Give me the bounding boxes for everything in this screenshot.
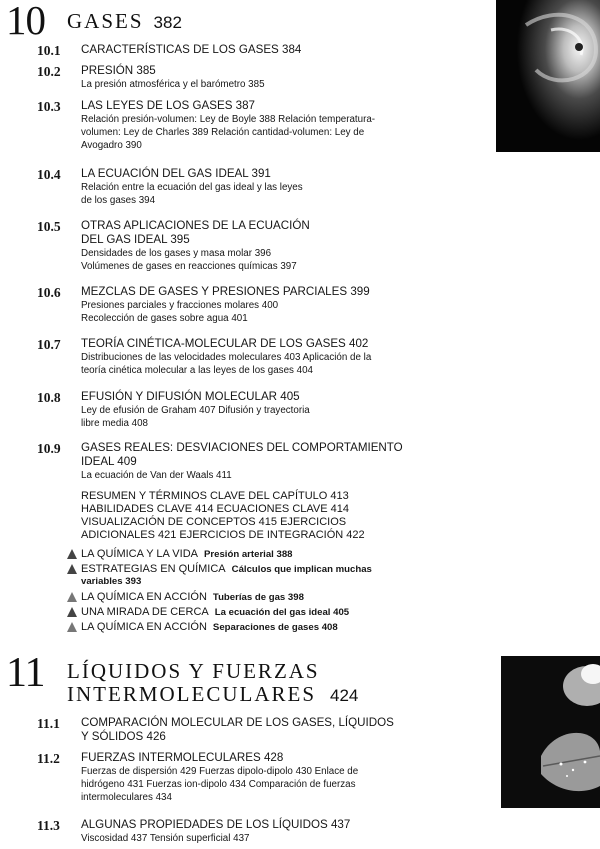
subsection-line: Avogadro 390: [81, 140, 142, 151]
subsection-line: Volúmenes de gases en reacciones químicas 397: [81, 261, 297, 272]
end-matter-line[interactable]: HABILIDADES CLAVE 414 ECUACIONES CLAVE 414: [81, 503, 349, 515]
feature-box-desc: La ecuación del gas ideal 405: [214, 607, 350, 618]
subsection-line: Viscosidad 437 Tensión superficial 437: [81, 833, 250, 844]
feature-box-item[interactable]: [81, 548, 293, 562]
subsection-line: volumen: Ley de Charles 389 Relación cantidad-volumen: Ley de: [81, 127, 365, 138]
subsection-line: Relación entre la ecuación del gas ideal y las leyes: [81, 182, 303, 193]
feature-box-item[interactable]: [81, 621, 338, 635]
feature-box-desc: Presión arterial 388: [203, 549, 293, 560]
feature-box-desc: Cálculos que implican muchas: [231, 564, 372, 575]
section-title-cont: DEL GAS IDEAL 395: [81, 233, 190, 246]
hurricane-photo: [496, 0, 600, 152]
section-number: 11.3: [37, 818, 60, 833]
chapter-title-line2: [67, 683, 358, 707]
feature-box-item[interactable]: [81, 563, 372, 577]
triangle-bullet-icon: [67, 622, 77, 632]
triangle-bullet-icon: [67, 564, 77, 574]
feature-box-item[interactable]: [81, 591, 304, 605]
chapter-title-text: INTERMOLECULARES: [67, 682, 316, 706]
triangle-bullet-icon: [67, 549, 77, 559]
section-number: 10.5: [37, 219, 61, 234]
section-title: GASES REALES: DESVIACIONES DEL COMPORTAMIENTO: [81, 441, 403, 454]
subsection-line: Relación presión-volumen: Ley de Boyle 388 Relación temperatura-: [81, 114, 376, 125]
chapter-number: 10: [6, 0, 45, 43]
section-number: 10.9: [37, 441, 61, 456]
chapter-page: 382: [153, 13, 182, 32]
subsection-line: teoría cinética molecular a las leyes de los gases 404: [81, 365, 313, 376]
section-number: 11.1: [37, 716, 60, 731]
section-number: 10.7: [37, 337, 61, 352]
triangle-bullet-icon: [67, 607, 77, 617]
subsection-line: Recolección de gases sobre agua 401: [81, 313, 248, 324]
feature-box-desc-cont: variables 393: [81, 576, 142, 587]
feature-box-category: LA QUÍMICA Y LA VIDA: [81, 548, 198, 560]
subsection-line: Densidades de los gases y masa molar 396: [81, 248, 272, 259]
subsection-line: hidrógeno 431 Fuerzas ion-dipolo 434 Comparación de fuerzas: [81, 779, 356, 790]
subsection-line: Ley de efusión de Graham 407 Difusión y trayectoria: [81, 405, 310, 416]
section-title: FUERZAS INTERMOLECULARES 428: [81, 751, 284, 764]
feature-box-category: ESTRATEGIAS EN QUÍMICA: [81, 563, 226, 575]
section-number: 10.2: [37, 64, 61, 79]
end-matter-line[interactable]: RESUMEN Y TÉRMINOS CLAVE DEL CAPÍTULO 413: [81, 490, 349, 502]
feature-box-desc: Separaciones de gases 408: [212, 622, 338, 633]
end-matter-line[interactable]: ADICIONALES 421 EJERCICIOS DE INTEGRACIÓN 422: [81, 529, 365, 541]
feature-box-desc: Tuberías de gas 398: [212, 592, 304, 603]
subsection-line: Fuerzas de dispersión 429 Fuerzas dipolo-dipolo 430 Enlace de: [81, 766, 359, 777]
section-title: CARACTERÍSTICAS DE LOS GASES 384: [81, 43, 302, 56]
chapter-page: 424: [330, 686, 359, 705]
chapter-title: [67, 10, 182, 34]
lotus-photo: [501, 656, 600, 808]
lotus-photo-icon: [501, 656, 600, 808]
section-title: EFUSIÓN Y DIFUSIÓN MOLECULAR 405: [81, 390, 300, 403]
section-title-cont: IDEAL 409: [81, 455, 137, 468]
section-title: COMPARACIÓN MOLECULAR DE LOS GASES, LÍQUIDOS: [81, 716, 394, 729]
subsection-line: intermoleculares 434: [81, 792, 172, 803]
section-number: 10.3: [37, 99, 61, 114]
chapter-title-text: GASES: [67, 9, 144, 33]
subsection-line: Presiones parciales y fracciones molares 400: [81, 300, 279, 311]
subsection-line: Distribuciones de las velocidades moleculares 403 Aplicación de la: [81, 352, 372, 363]
section-title: MEZCLAS DE GASES Y PRESIONES PARCIALES 399: [81, 285, 370, 298]
feature-box-item[interactable]: [81, 606, 349, 620]
section-title: ALGUNAS PROPIEDADES DE LOS LÍQUIDOS 437: [81, 818, 351, 831]
feature-box-category: LA QUÍMICA EN ACCIÓN: [81, 591, 207, 603]
section-title: LA ECUACIÓN DEL GAS IDEAL 391: [81, 167, 271, 180]
section-number: 10.8: [37, 390, 61, 405]
section-title: OTRAS APLICACIONES DE LA ECUACIÓN: [81, 219, 310, 232]
hurricane-photo-icon: [496, 0, 600, 152]
section-title: TEORÍA CINÉTICA-MOLECULAR DE LOS GASES 402: [81, 337, 369, 350]
chapter-title-line1: LÍQUIDOS Y FUERZAS: [67, 659, 320, 683]
section-number: 11.2: [37, 751, 60, 766]
end-matter-line[interactable]: VISUALIZACIÓN DE CONCEPTOS 415 EJERCICIOS: [81, 516, 347, 528]
subsection-line: La ecuación de Van der Waals 411: [81, 470, 232, 481]
section-title: PRESIÓN 385: [81, 64, 156, 77]
feature-box-category: LA QUÍMICA EN ACCIÓN: [81, 621, 207, 633]
section-number: 10.6: [37, 285, 61, 300]
section-number: 10.4: [37, 167, 61, 182]
subsection-line: La presión atmosférica y el barómetro 385: [81, 79, 265, 90]
triangle-bullet-icon: [67, 592, 77, 602]
section-title-cont: Y SÓLIDOS 426: [81, 730, 166, 743]
chapter-number: 11: [6, 650, 45, 696]
section-number: 10.1: [37, 43, 61, 58]
subsection-line: libre media 408: [81, 418, 148, 429]
section-title: LAS LEYES DE LOS GASES 387: [81, 99, 255, 112]
feature-box-category: UNA MIRADA DE CERCA: [81, 606, 209, 618]
subsection-line: de los gases 394: [81, 195, 156, 206]
